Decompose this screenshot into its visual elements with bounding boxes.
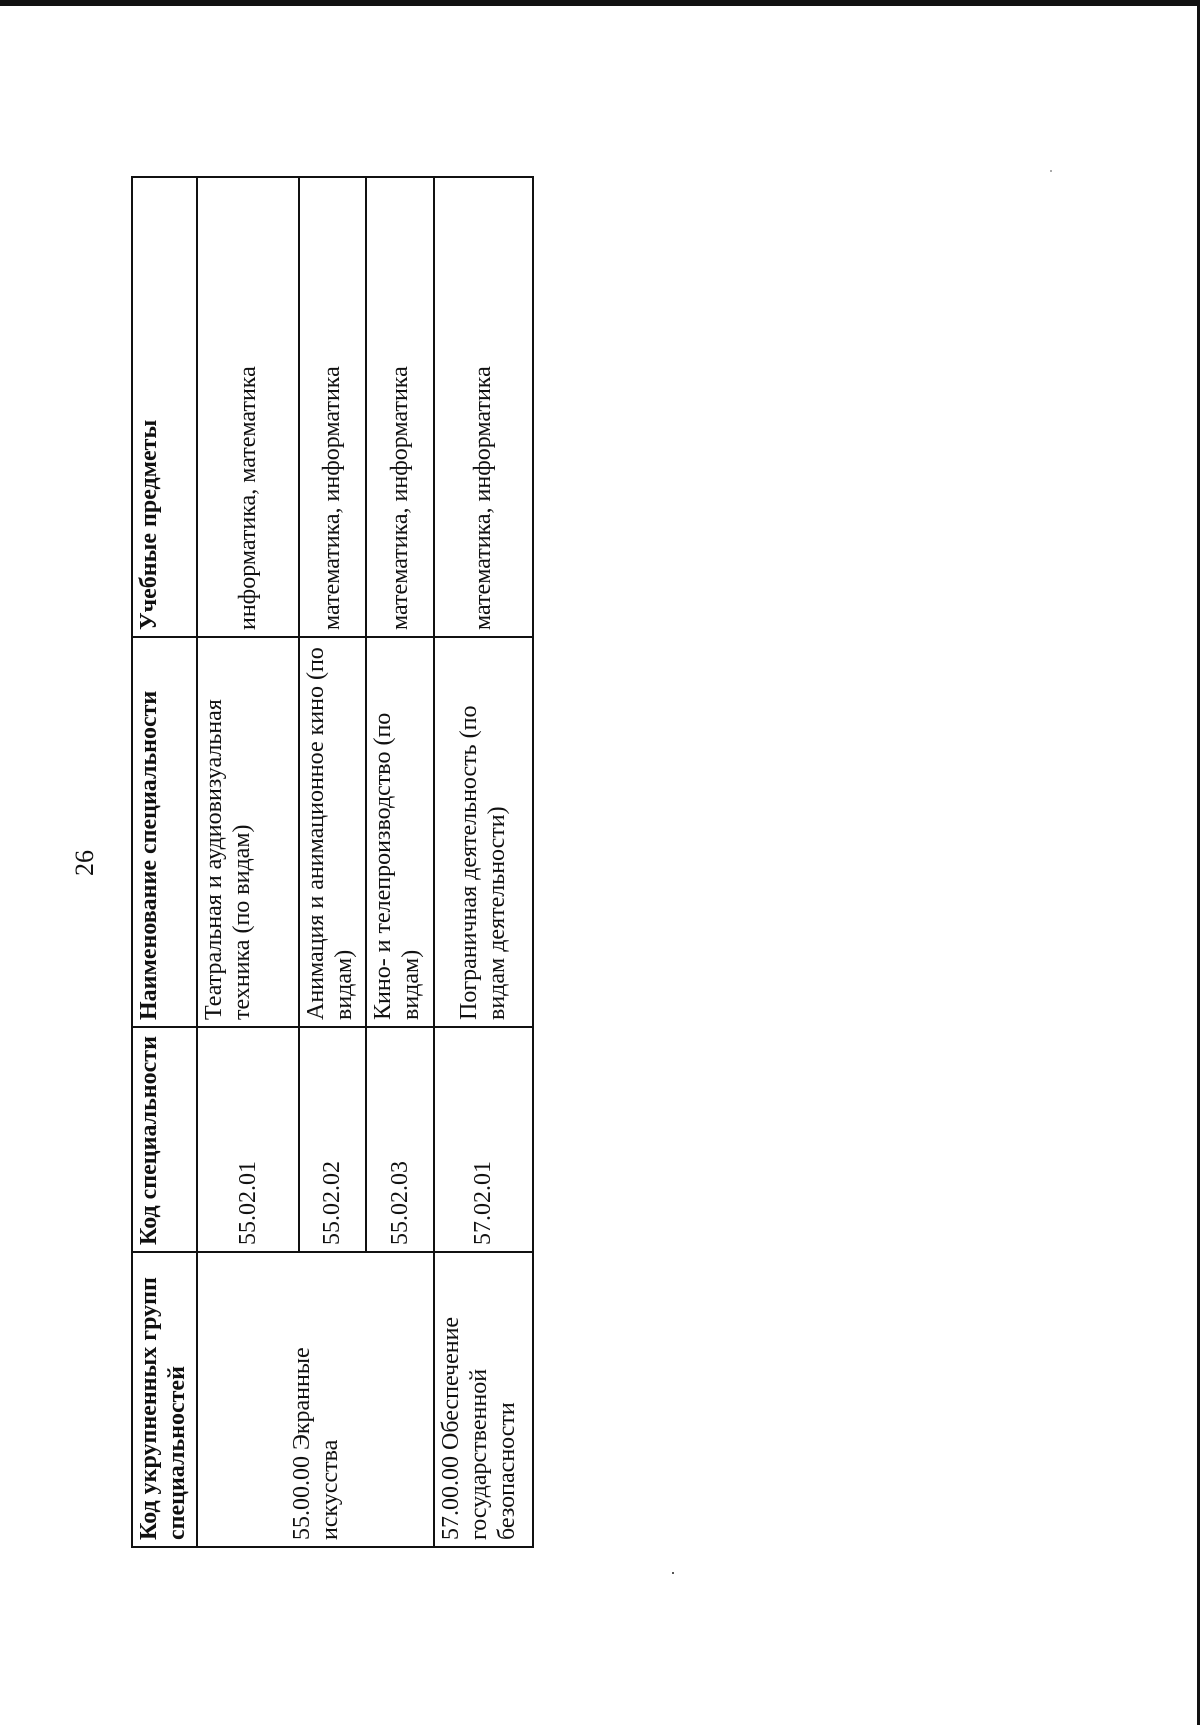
specialty-code-cell: 57.02.01 — [434, 1027, 533, 1252]
specialty-name-cell: Театральная и аудиовизуальная техника (по видам) — [197, 637, 298, 1027]
specialty-code-cell: 55.02.03 — [366, 1027, 434, 1252]
group-cell: 55.00.00 Экранные искусства — [197, 1252, 433, 1547]
group-cell: 57.00.00 Обеспечение государственной безопасности — [434, 1252, 533, 1547]
scan-speck — [1050, 170, 1052, 172]
specialties-table-rotated — [131, 178, 534, 1548]
header-specialty-code: Код специальности — [132, 1027, 197, 1252]
specialty-name-cell: Анимация и анимационное кино (по видам) — [299, 637, 367, 1027]
subjects-cell: математика, информатика — [366, 177, 434, 637]
table-row — [197, 177, 298, 1547]
table-header-row — [132, 177, 197, 1547]
specialty-code-cell: 55.02.01 — [197, 1027, 298, 1252]
scan-speck — [672, 1572, 674, 1574]
specialty-name-cell: Кино- и телепроизводство (по видам) — [366, 637, 434, 1027]
page-number: 26 — [70, 850, 99, 876]
header-group-code: Код укрупненных групп специальностей — [132, 1252, 197, 1547]
subjects-cell: информатика, математика — [197, 177, 298, 637]
scan-border-top — [0, 0, 1200, 6]
specialty-name-cell: Пограничная деятельность (по видам деятельности) — [434, 637, 533, 1027]
specialty-code-cell: 55.02.02 — [299, 1027, 367, 1252]
header-specialty-name: Наименование специальности — [132, 637, 197, 1027]
table-row — [434, 177, 533, 1547]
header-subjects: Учебные предметы — [132, 177, 197, 637]
subjects-cell: математика, информатика — [434, 177, 533, 637]
subjects-cell: математика, информатика — [299, 177, 367, 637]
specialties-table — [131, 176, 534, 1548]
